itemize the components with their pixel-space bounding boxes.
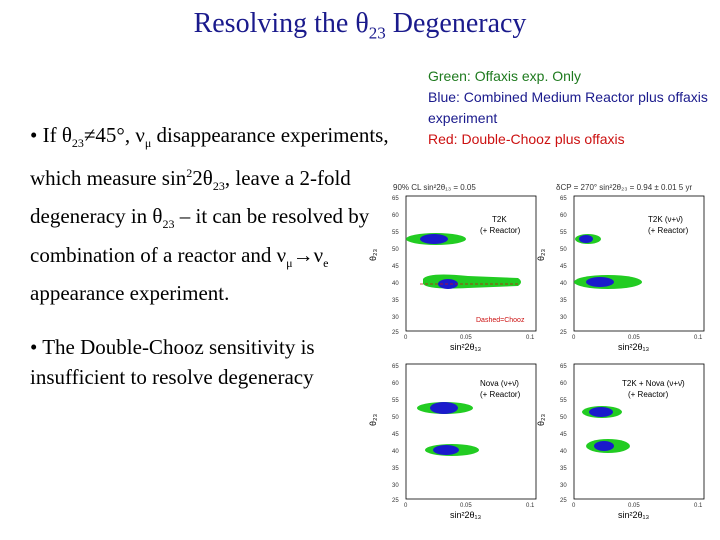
y-tick: 40: [392, 449, 399, 455]
blue-region: [579, 235, 593, 243]
bullet-list: [30, 120, 390, 416]
b1-text-f: – it can be resolved by combination of a reactor and ν: [30, 204, 370, 267]
y-tick: 65: [560, 196, 567, 202]
y-tick: 35: [560, 298, 567, 304]
b1-sub-2: μ: [144, 136, 152, 151]
b1-sub-6: e: [323, 255, 329, 270]
y-tick: 65: [392, 364, 399, 370]
y-axis-label: θ₂₃: [536, 413, 546, 426]
y-tick: 25: [392, 330, 399, 336]
blue-region: [586, 277, 614, 287]
title-prefix: Resolving the: [193, 8, 356, 39]
y-ticks-left: [392, 196, 399, 504]
y-tick: 50: [392, 415, 399, 421]
y-tick: 55: [392, 398, 399, 404]
title-suffix: Degeneracy: [385, 8, 527, 39]
y-axis-label: θ₂₃: [368, 248, 378, 261]
y-tick: 45: [560, 264, 567, 270]
y-tick: 40: [392, 281, 399, 287]
title-theta: θ: [355, 8, 369, 39]
y-axis-label: θ₂₃: [368, 413, 378, 426]
x-tick: 0.05: [628, 503, 640, 509]
bullet-degeneracy: [30, 120, 390, 308]
y-tick: 40: [560, 449, 567, 455]
y-tick: 55: [392, 230, 399, 236]
x-axis-label: sin²2θ₁₃: [618, 510, 650, 520]
blue-region: [594, 441, 614, 451]
legend-blue: Blue: Combined Medium Reactor plus offaxis experiment: [428, 89, 708, 126]
b1-sub-4: 23: [162, 217, 175, 232]
top-header-left: 90% CL sin²2θ₁₃ = 0.05: [393, 183, 476, 192]
x-tick: 0: [404, 503, 408, 509]
blue-region: [433, 445, 459, 455]
blue-region: [420, 234, 448, 244]
panel-frame: [574, 196, 704, 331]
y-tick: 60: [392, 213, 399, 219]
x-axis-label: sin²2θ₁₃: [450, 510, 482, 520]
b1-sub-1: 23: [71, 136, 84, 151]
color-legend: [428, 66, 718, 150]
y-tick: 65: [560, 364, 567, 370]
y-tick: 30: [560, 483, 567, 489]
y-tick: 45: [392, 264, 399, 270]
panel-note: Dashed=Chooz: [476, 317, 525, 324]
panel-sublabel: (+ Reactor): [480, 390, 521, 399]
b1-text-b: ≠45°, ν: [83, 123, 145, 147]
y-tick: 35: [392, 466, 399, 472]
y-tick: 30: [392, 483, 399, 489]
x-tick: 0: [572, 335, 576, 341]
b1-text-h: appearance experiment.: [30, 280, 230, 305]
panel-frame: [406, 196, 536, 331]
y-tick: 30: [392, 315, 399, 321]
x-tick: 0.05: [460, 503, 472, 509]
y-tick: 45: [560, 432, 567, 438]
y-tick: 65: [392, 196, 399, 202]
x-tick: 0.1: [694, 335, 703, 341]
x-tick: 0.05: [460, 335, 472, 341]
y-tick: 60: [560, 213, 567, 219]
y-tick: 55: [560, 398, 567, 404]
b1-text-a: • If θ: [30, 123, 72, 147]
b1-sup: 2: [186, 166, 193, 181]
y-tick: 35: [560, 466, 567, 472]
y-tick: 45: [392, 432, 399, 438]
y-tick: 55: [560, 230, 567, 236]
top-header-right: δCP = 270° sin²2θ₂₃ = 0.94 ± 0.01 5 yr: [556, 183, 693, 192]
b1-text-d: 2θ: [192, 166, 213, 191]
x-tick: 0.05: [628, 335, 640, 341]
x-tick: 0: [404, 335, 408, 341]
y-ticks-right: [560, 196, 567, 504]
y-tick: 30: [560, 315, 567, 321]
b1-text-e: , leave a 2-fold degeneracy in θ: [30, 166, 351, 229]
y-tick: 60: [392, 381, 399, 387]
panel-label: T2K (ν+ν̄): [648, 215, 683, 224]
y-axis-label: θ₂₃: [536, 248, 546, 261]
x-tick: 0: [572, 503, 576, 509]
b1-text-g: →ν: [292, 242, 324, 267]
y-tick: 35: [392, 298, 399, 304]
panel-sublabel: (+ Reactor): [480, 226, 521, 235]
b1-sub-5: μ: [286, 255, 293, 270]
blue-region: [430, 402, 458, 414]
plot-grid-svg: [368, 176, 713, 521]
y-tick: 60: [560, 381, 567, 387]
y-tick: 50: [560, 415, 567, 421]
legend-red: Red: Double-Chooz plus offaxis: [428, 131, 625, 147]
x-axis-label: sin²2θ₁₃: [618, 342, 650, 352]
panel-label: T2K: [492, 215, 507, 224]
y-tick: 25: [560, 330, 567, 336]
panel-label: Nova (ν+ν̄): [480, 379, 519, 388]
legend-green: Green: Offaxis exp. Only: [428, 68, 582, 84]
title-subscript: 23: [368, 23, 386, 43]
y-tick: 40: [560, 281, 567, 287]
blue-region: [589, 407, 613, 417]
bullet-double-chooz: • The Double-Chooz sensitivity is insufficient to resolve degeneracy: [30, 334, 315, 389]
x-tick: 0.1: [694, 503, 703, 509]
x-tick: 0.1: [526, 335, 535, 341]
b1-sub-3: 23: [212, 179, 225, 194]
y-tick: 25: [392, 498, 399, 504]
y-tick: 50: [392, 247, 399, 253]
panel-label: T2K + Nova (ν+ν̄): [622, 379, 685, 388]
slide-title: [0, 8, 720, 44]
panel-sublabel: (+ Reactor): [628, 390, 669, 399]
plot-grid: [368, 176, 713, 526]
x-tick: 0.1: [526, 503, 535, 509]
x-axis-label: sin²2θ₁₃: [450, 342, 482, 352]
panel-sublabel: (+ Reactor): [648, 226, 689, 235]
b1-text-c: disappearance experiments, which measure sin: [30, 123, 389, 191]
y-tick: 25: [560, 498, 567, 504]
y-tick: 50: [560, 247, 567, 253]
